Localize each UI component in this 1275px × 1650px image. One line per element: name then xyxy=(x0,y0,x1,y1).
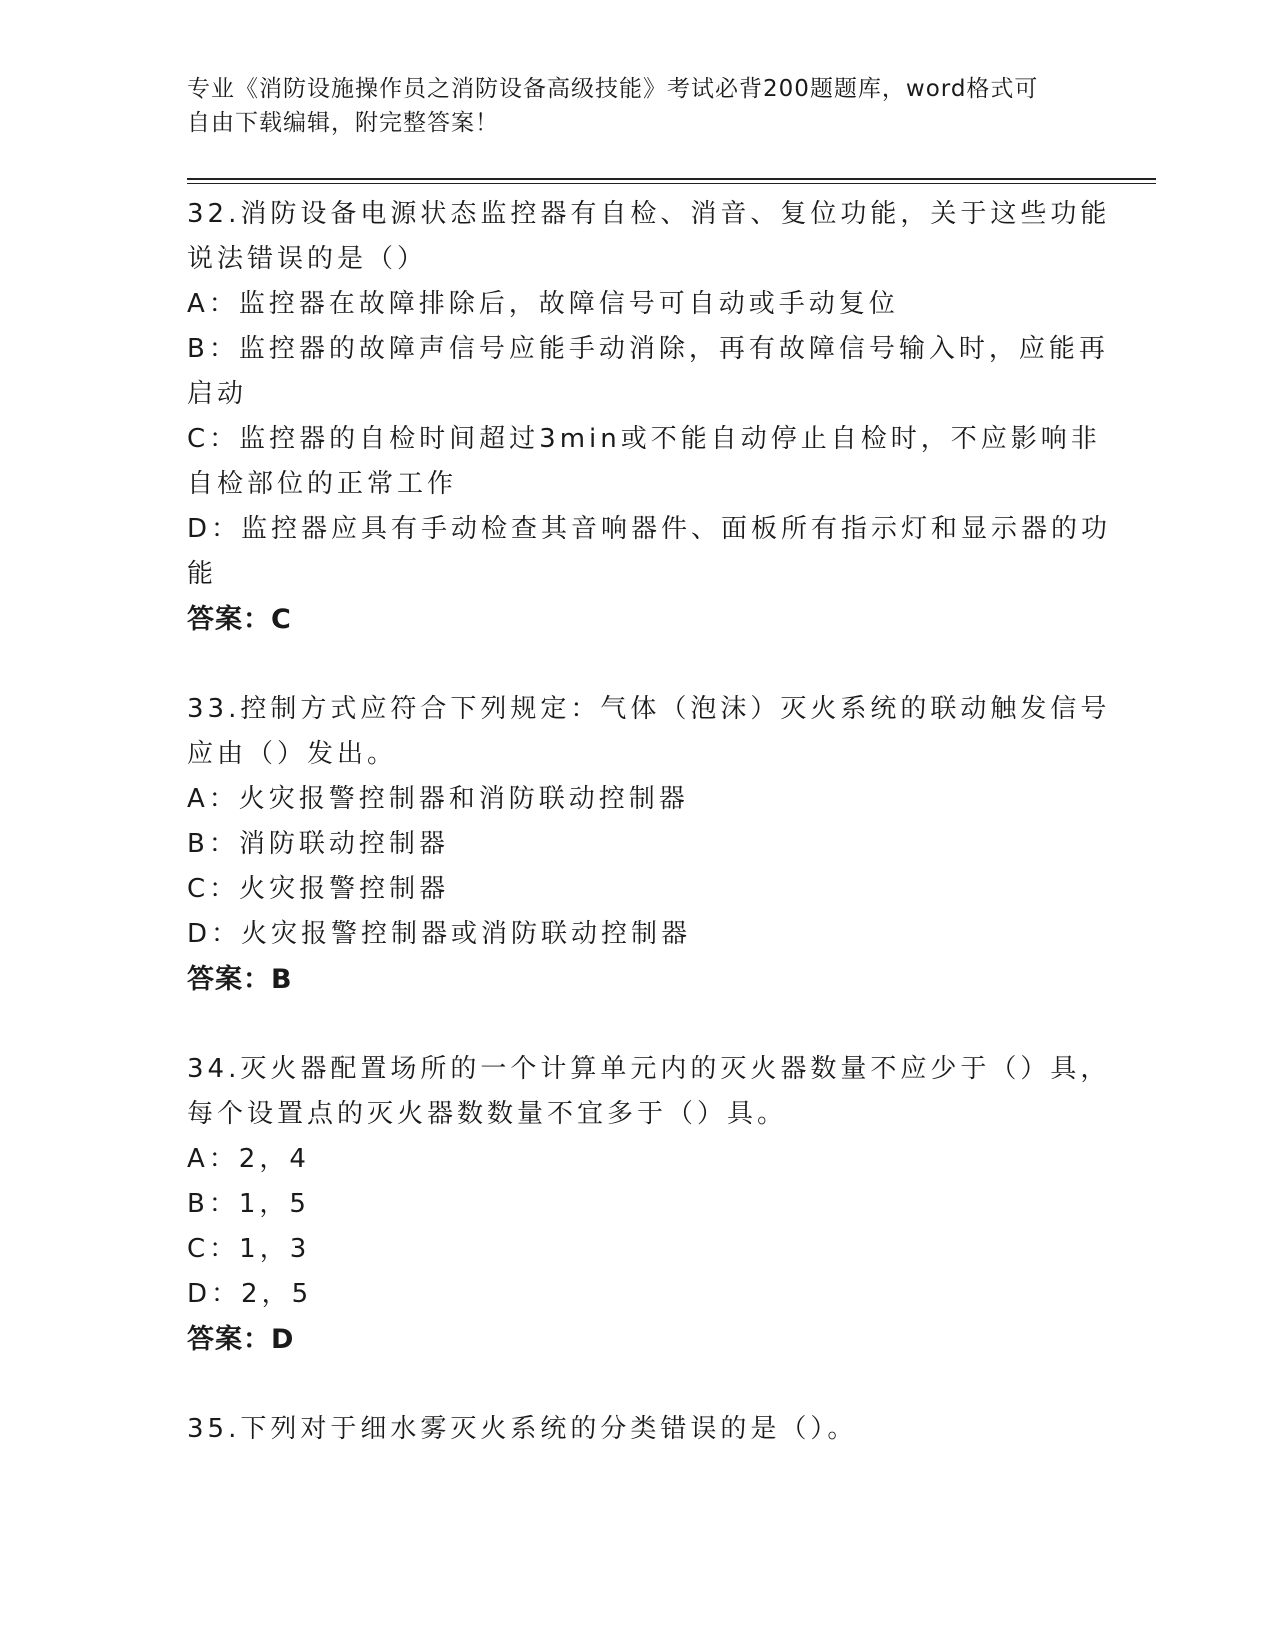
option-d: D：2，5 xyxy=(187,1279,313,1309)
option-d-cont: 能 xyxy=(187,559,218,589)
question-35 xyxy=(187,1407,1077,1452)
question-32 xyxy=(187,192,1112,642)
option-d: D：火灾报警控制器或消防联动控制器 xyxy=(187,919,692,949)
question-stem-line: 35.下列对于细水雾灭火系统的分类错误的是（）。 xyxy=(187,1414,858,1444)
question-stem-line: 应由（）发出。 xyxy=(187,739,398,769)
option-b-cont: 启动 xyxy=(187,379,248,409)
option-a: A：2，4 xyxy=(187,1144,310,1174)
header-line-2: 自由下载编辑，附完整答案！ xyxy=(187,110,499,136)
header-divider-thin xyxy=(187,183,1156,184)
question-34 xyxy=(187,1047,1111,1362)
question-stem-line: 32.消防设备电源状态监控器有自检、消音、复位功能，关于这些功能 xyxy=(187,199,1111,229)
option-b: B：监控器的故障声信号应能手动消除，再有故障信号输入时，应能再 xyxy=(187,334,1109,364)
answer-label: 答案：B xyxy=(187,964,293,995)
question-stem-line: 33.控制方式应符合下列规定：气体（泡沫）灭火系统的联动触发信号 xyxy=(187,694,1111,724)
question-list xyxy=(187,192,1112,1452)
option-b: B：消防联动控制器 xyxy=(187,829,449,859)
option-c-cont: 自检部位的正常工作 xyxy=(187,469,458,499)
option-a: A：监控器在故障排除后，故障信号可自动或手动复位 xyxy=(187,289,899,319)
answer-label: 答案：D xyxy=(187,1324,295,1355)
option-d: D：监控器应具有手动检查其音响器件、面板所有指示灯和显示器的功 xyxy=(187,514,1112,544)
header-divider-thick xyxy=(187,178,1156,180)
question-stem-line: 34.灭火器配置场所的一个计算单元内的灭火器数量不应少于（）具， xyxy=(187,1054,1111,1084)
header-line-1: 专业《消防设施操作员之消防设备高级技能》考试必背200题题库，word格式可 xyxy=(187,76,1039,102)
question-33 xyxy=(187,687,1111,1002)
option-c: C：火灾报警控制器 xyxy=(187,874,450,904)
option-c: C：1，3 xyxy=(187,1234,311,1264)
question-stem-line: 每个设置点的灭火器数数量不宜多于（）具。 xyxy=(187,1099,788,1129)
option-b: B：1，5 xyxy=(187,1189,310,1219)
answer-label: 答案：C xyxy=(187,604,292,635)
question-stem-line: 说法错误的是（） xyxy=(187,244,428,274)
option-c: C：监控器的自检时间超过3min或不能自动停止自检时，不应影响非 xyxy=(187,424,1101,454)
option-a: A：火灾报警控制器和消防联动控制器 xyxy=(187,784,689,814)
document-header xyxy=(187,72,1067,140)
